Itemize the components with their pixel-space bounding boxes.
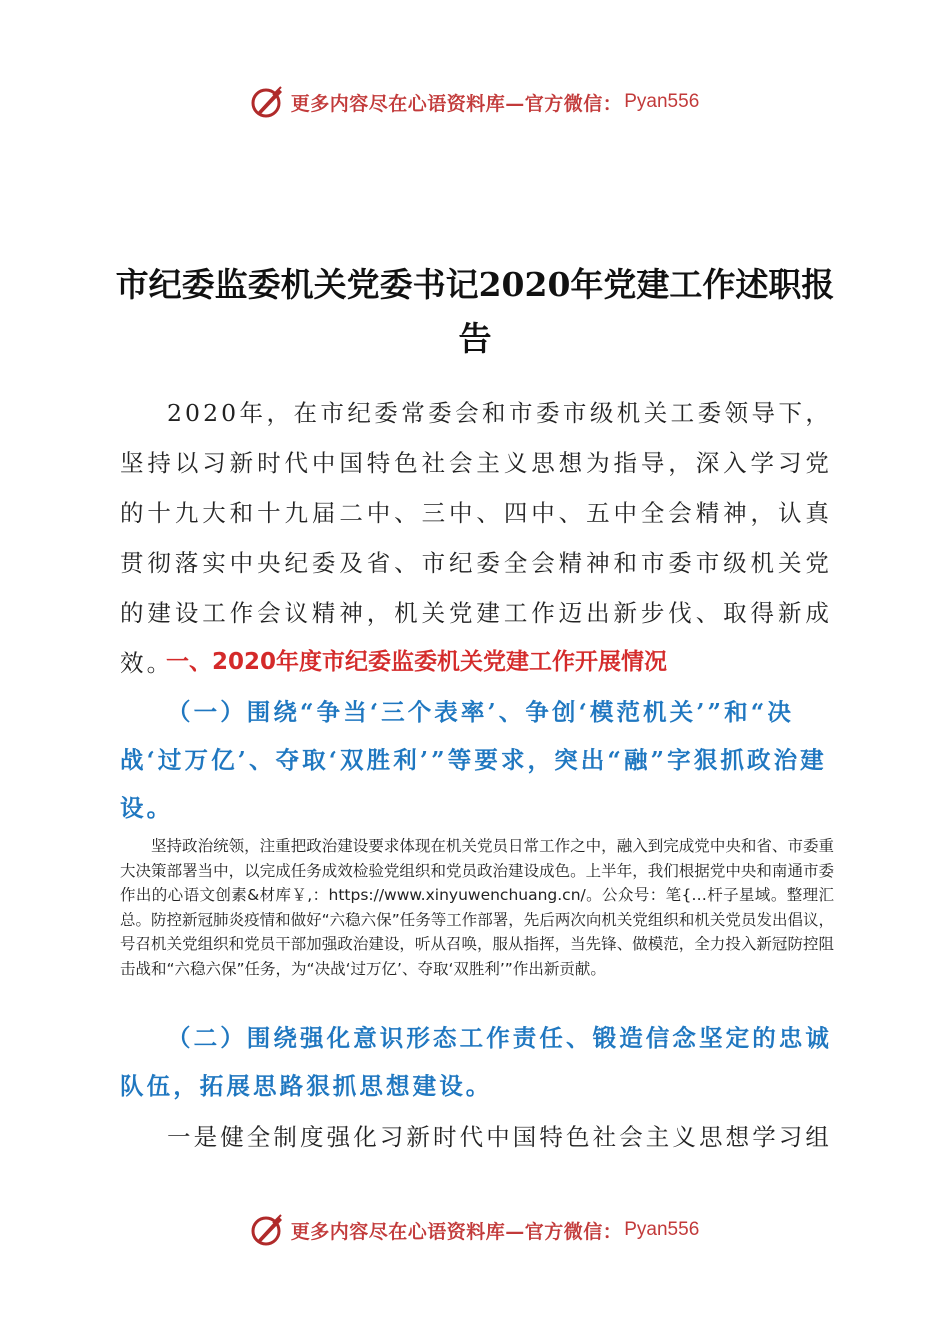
document-title: 市纪委监委机关党委书记2020年党建工作述职报告 [115, 265, 835, 358]
quill-pen-logo-icon [251, 1213, 285, 1247]
intro-paragraph: 2020年，在市纪委常委会和市委市级机关工委领导下，坚持以习新时代中国特色社会主义思想为指导，深入学习党的十九大和十九届二中、三中、四中、五中全会精神，认真贯彻落实中央纪委及省、市纪委全会精神和市委市级机关党的建设工作会议精神，机关党建工作迈出新步伐、取得新成效。 [120, 399, 832, 677]
watermark-text: 更多内容尽在心语资料库—官方微信： [290, 92, 623, 115]
watermark-footer [0, 1213, 950, 1247]
watermark-id: Pyan556 [624, 91, 700, 112]
watermark-header [0, 85, 950, 119]
section-heading-1: 一、2020年度市纪委监委机关党建工作开展情况 [166, 649, 668, 675]
subsection-2-body: 一是健全制度强化习新时代中国特色社会主义思想学习组 [167, 1123, 832, 1151]
subsection-heading-1: （一）围绕“争当‘三个表率’、争创‘模范机关’”和“决战‘过万亿’、夺取‘双胜利’”等要求，突出“融”字狠抓政治建设。 [120, 698, 827, 822]
subsection-1-body: 坚持政治统领，注重把政治建设要求体现在机关党员日常工作之中，融入到完成党中央和省、市委重大决策部署当中，以完成任务成效检验党组织和党员政治建设成色。上半年，我们根据党中央和南通市委作出的心语文创素&材库￥,：https://www.xinyuwenchuang.cn/。公众号：笔{…杆子星域。整理汇总。防控新冠肺炎疫情和做好“六稳六保”任务等工作部署，先后两次向机关党组织和机关党员发出倡议，号召机关党组织和党员干部加强政治建设，听从召唤，服从指挥，当先锋、做模范，全力投入新冠防控阻击战和“六稳六保”任务，为“决战‘过万亿’、夺取‘双胜利’”作出新贡献。 [120, 837, 834, 978]
quill-pen-logo-icon [251, 85, 285, 119]
watermark-text: 更多内容尽在心语资料库—官方微信： [290, 1220, 623, 1243]
watermark-id: Pyan556 [624, 1219, 700, 1240]
subsection-heading-2: （二）围绕强化意识形态工作责任、锻造信念坚定的忠诚队伍，拓展思路狠抓思想建设。 [120, 1024, 832, 1100]
